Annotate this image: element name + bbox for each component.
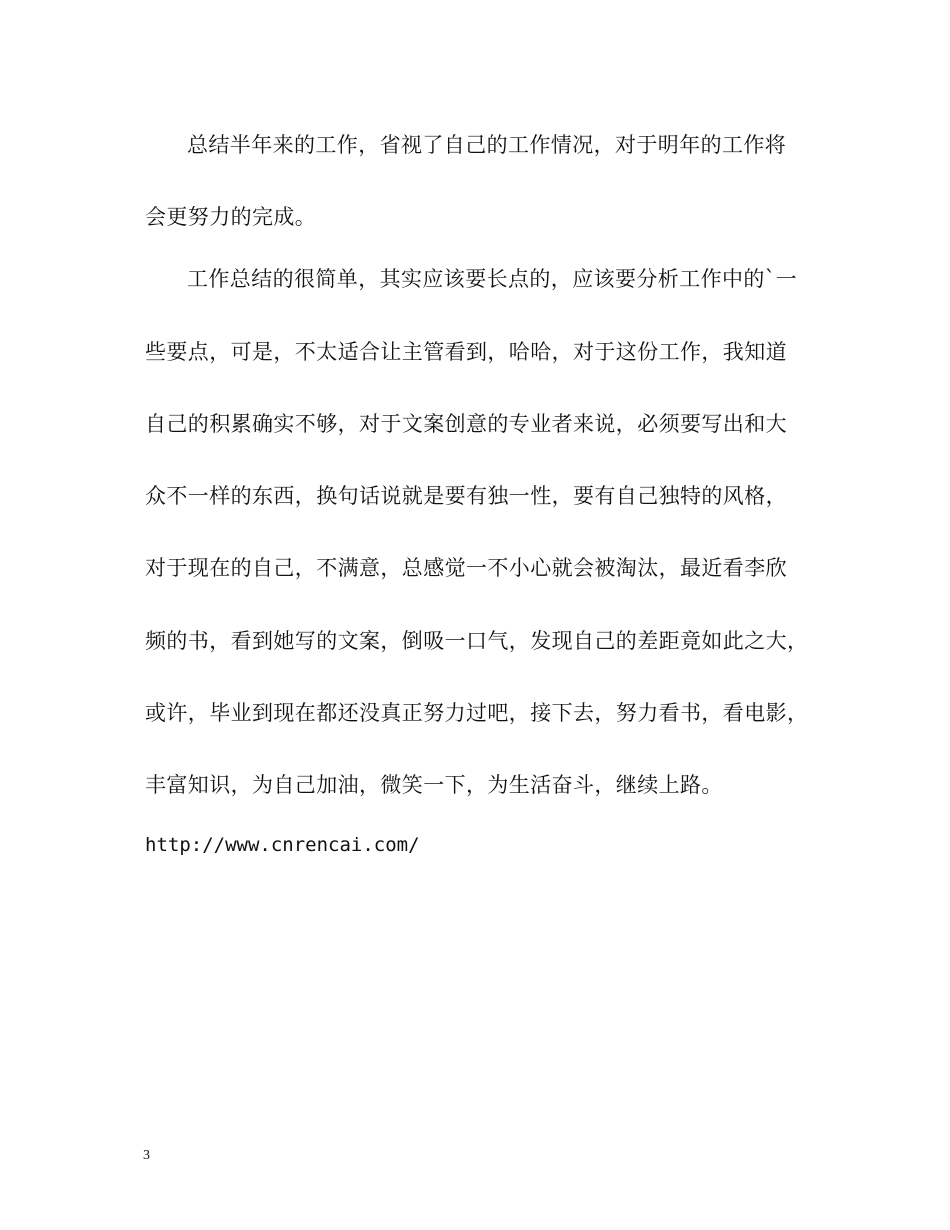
paragraph-2-line-3: 自己的积累确实不够，对于文案创意的专业者来说，必须要写出和大 — [145, 412, 787, 436]
paragraph-2-line-6: 频的书，看到她写的文案，倒吸一口气，发现自己的差距竟如此之大， — [145, 629, 809, 653]
page-number: 3 — [143, 1148, 150, 1163]
paragraph-2-line-7: 或许，毕业到现在都还没真正努力过吧，接下去，努力看书，看电影， — [145, 701, 809, 725]
paragraph-2-line-2: 些要点，可是，不太适合让主管看到，哈哈，对于这份工作，我知道 — [145, 340, 787, 364]
paragraph-2-line-8: 丰富知识，为自己加油，微笑一下，为生活奋斗，继续上路。 — [145, 773, 723, 797]
paragraph-2-line-5: 对于现在的自己，不满意，总感觉一不小心就会被淘汰，最近看李欣 — [145, 556, 787, 580]
source-url: http://www.cnrencai.com/ — [145, 834, 420, 856]
paragraph-1-line-2: 会更努力的完成。 — [145, 205, 317, 229]
paragraph-2-line-1: 工作总结的很简单，其实应该要长点的，应该要分析工作中的`一 — [187, 267, 798, 291]
paragraph-1-line-1: 总结半年来的工作，省视了自己的工作情况，对于明年的工作将 — [187, 133, 787, 157]
paragraph-2-line-4: 众不一样的东西，换句话说就是要有独一性，要有自己独特的风格， — [145, 484, 787, 508]
